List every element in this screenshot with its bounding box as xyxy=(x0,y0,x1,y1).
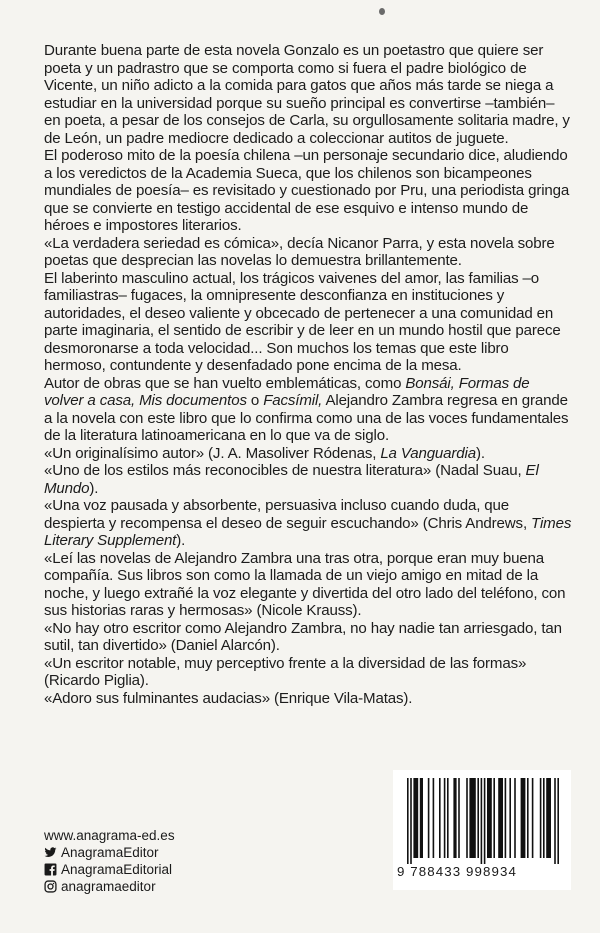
facebook-icon xyxy=(44,863,57,876)
website-link[interactable] xyxy=(44,827,175,844)
barcode-bar xyxy=(481,778,483,864)
isbn-barcode-block xyxy=(393,770,571,890)
barcode-bar xyxy=(428,778,430,858)
barcode-bar xyxy=(458,778,460,858)
barcode-bar xyxy=(527,778,529,858)
barcode-bar xyxy=(493,778,495,858)
barcode-bar xyxy=(554,778,556,864)
barcode-bar xyxy=(521,778,526,858)
instagram-label: anagramaeditor xyxy=(61,879,156,894)
barcode-bar xyxy=(444,778,446,858)
barcode-bar xyxy=(469,778,475,858)
barcode-bar xyxy=(540,778,542,858)
synopsis-paragraph-4: El laberinto masculino actual, los trágicos vaivenes del amor, las familias –o familiastras– fugaces, la omnipresente desconfianza en instituciones y autoridades, el deseo valiente y obcecado de pertenecer a una comunidad en parte imaginaria, el sentido de escribir y de leer en un mundo hostil que parece desmoronarse a toda velocidad... Son muchos los temas que este libro hermoso, contundente y desenfadado pone encima de la mesa. xyxy=(44,269,561,374)
synopsis-paragraph-2: El poderoso mito de la poesía chilena –un personaje secundario dice, aludiendo a los veredictos de la Academia Sueca, que los chilenos son bicampeones mundiales de poesía– es revisitado y cuestionado por Pru, una periodista gringa que se convierte en testigo accidental de ese esquivo e intenso mundo de héroes e impostores literarios. xyxy=(44,147,570,234)
barcode-bar xyxy=(487,778,492,858)
barcode-bar xyxy=(532,778,534,858)
isbn-number: 9 788433 998934 xyxy=(397,864,518,879)
author-titles-2: Facsímil, xyxy=(263,392,323,409)
review-quote-6: «Un escritor notable, muy perceptivo frente a la diversidad de las formas» (Ricardo Piglia). xyxy=(44,654,527,689)
quote-end: ). xyxy=(89,479,99,497)
quote-source: Times Literary Supplement xyxy=(44,514,572,549)
twitter-icon xyxy=(44,846,57,859)
review-quote-1 xyxy=(44,445,572,463)
barcode-bar xyxy=(410,778,412,864)
quote-text: «Una voz pausada y absorbente, persuasiva incluso cuando duda, que despierta y recompensa el deseo de seguir escuchando» (Chris Andrews, xyxy=(44,497,532,532)
website-label: www.anagrama-ed.es xyxy=(44,828,175,843)
quote-end: ). xyxy=(176,532,186,549)
facebook-label: AnagramaEditorial xyxy=(61,862,173,877)
barcode-bar xyxy=(505,778,507,858)
review-quote-5: «No hay otro escritor como Alejandro Zambra, no hay nadie tan arriesgado, tan sutil, tan divertido» (Daniel Alarcón). xyxy=(44,619,562,654)
barcode-bar xyxy=(447,778,449,858)
author-paragraph xyxy=(44,375,572,445)
author-text-1: Autor de obras que se han vuelto emblemáticas, como xyxy=(44,374,406,392)
barcode-bar xyxy=(413,778,418,858)
synopsis-paragraph-3: «La verdadera seriedad es cómica», decía Nicanor Parra, y esta novela sobre poetas que desprecian las novelas lo demuestra brillantemente. xyxy=(44,234,555,269)
barcode-bar xyxy=(433,778,435,858)
quote-text: «Un originalísimo autor» (J. A. Masoliver Ródenas, xyxy=(44,444,381,462)
facebook-link[interactable] xyxy=(44,861,175,878)
review-quote-2 xyxy=(44,462,572,497)
author-text-3: Alejandro Zambra regresa en grande a la novela con este libro que lo confirma como una de las voces fundamentales de la literatura latinoamericana en lo que va de siglo. xyxy=(44,392,569,444)
quote-end: ). xyxy=(476,444,485,462)
barcode-bar xyxy=(420,778,423,858)
barcode-bar xyxy=(466,778,468,858)
barcode-bar xyxy=(498,778,503,858)
review-quote-3 xyxy=(44,497,572,550)
twitter-link[interactable] xyxy=(44,844,175,861)
barcode-bar xyxy=(453,778,456,858)
quote-text: «Uno de los estilos más reconocibles de nuestra literatura» (Nadal Suau, xyxy=(44,462,526,479)
barcode-bar xyxy=(477,778,479,858)
back-cover-blurb xyxy=(44,42,572,707)
instagram-link[interactable] xyxy=(44,878,175,895)
barcode-bar xyxy=(509,778,511,858)
quote-source: El Mundo xyxy=(44,462,539,497)
barcode-bar xyxy=(546,778,551,858)
barcode-bar xyxy=(514,778,516,858)
barcode-bar xyxy=(484,778,486,864)
instagram-icon xyxy=(44,880,57,893)
quote-source: La Vanguardia xyxy=(380,444,476,462)
barcode-bar xyxy=(407,778,409,864)
barcode-bar xyxy=(543,778,545,858)
review-quote-4: «Leí las novelas de Alejandro Zambra una tras otra, porque eran muy buena compañía. Sus libros son como la llamada de un viejo amigo en mitad de la noche, y luego extrañé la voz elegante y divertida del otro lado del teléfono, con sus historias raras y hermosas» (Nicole Krauss). xyxy=(44,549,566,619)
barcode-bar xyxy=(557,778,559,864)
publisher-links xyxy=(44,827,175,895)
twitter-label: AnagramaEditor xyxy=(61,845,159,860)
isbn-barcode xyxy=(407,778,559,864)
author-titles-1: Bonsái, Formas de volver a casa, Mis documentos xyxy=(44,374,530,409)
synopsis-paragraph-1: Durante buena parte de esta novela Gonzalo es un poetastro que quiere ser poeta y un padrastro que se comporta como si fuera el padre biológico de Vicente, un niño adicto a la comida para gatos que años más tarde se niega a estudiar en la universidad porque su sueño principal es convertirse –también– en poeta, a pesar de los consejos de Carla, su orgullosamente solitaria madre, y de León, un padre mediocre dedicado a coleccionar autitos de juguete. xyxy=(44,42,570,147)
barcode-bar xyxy=(439,778,441,858)
cover-dot xyxy=(379,8,385,15)
review-quote-7: «Adoro sus fulminantes audacias» (Enrique Vila-Matas). xyxy=(44,689,413,707)
author-text-2: o xyxy=(246,392,264,409)
